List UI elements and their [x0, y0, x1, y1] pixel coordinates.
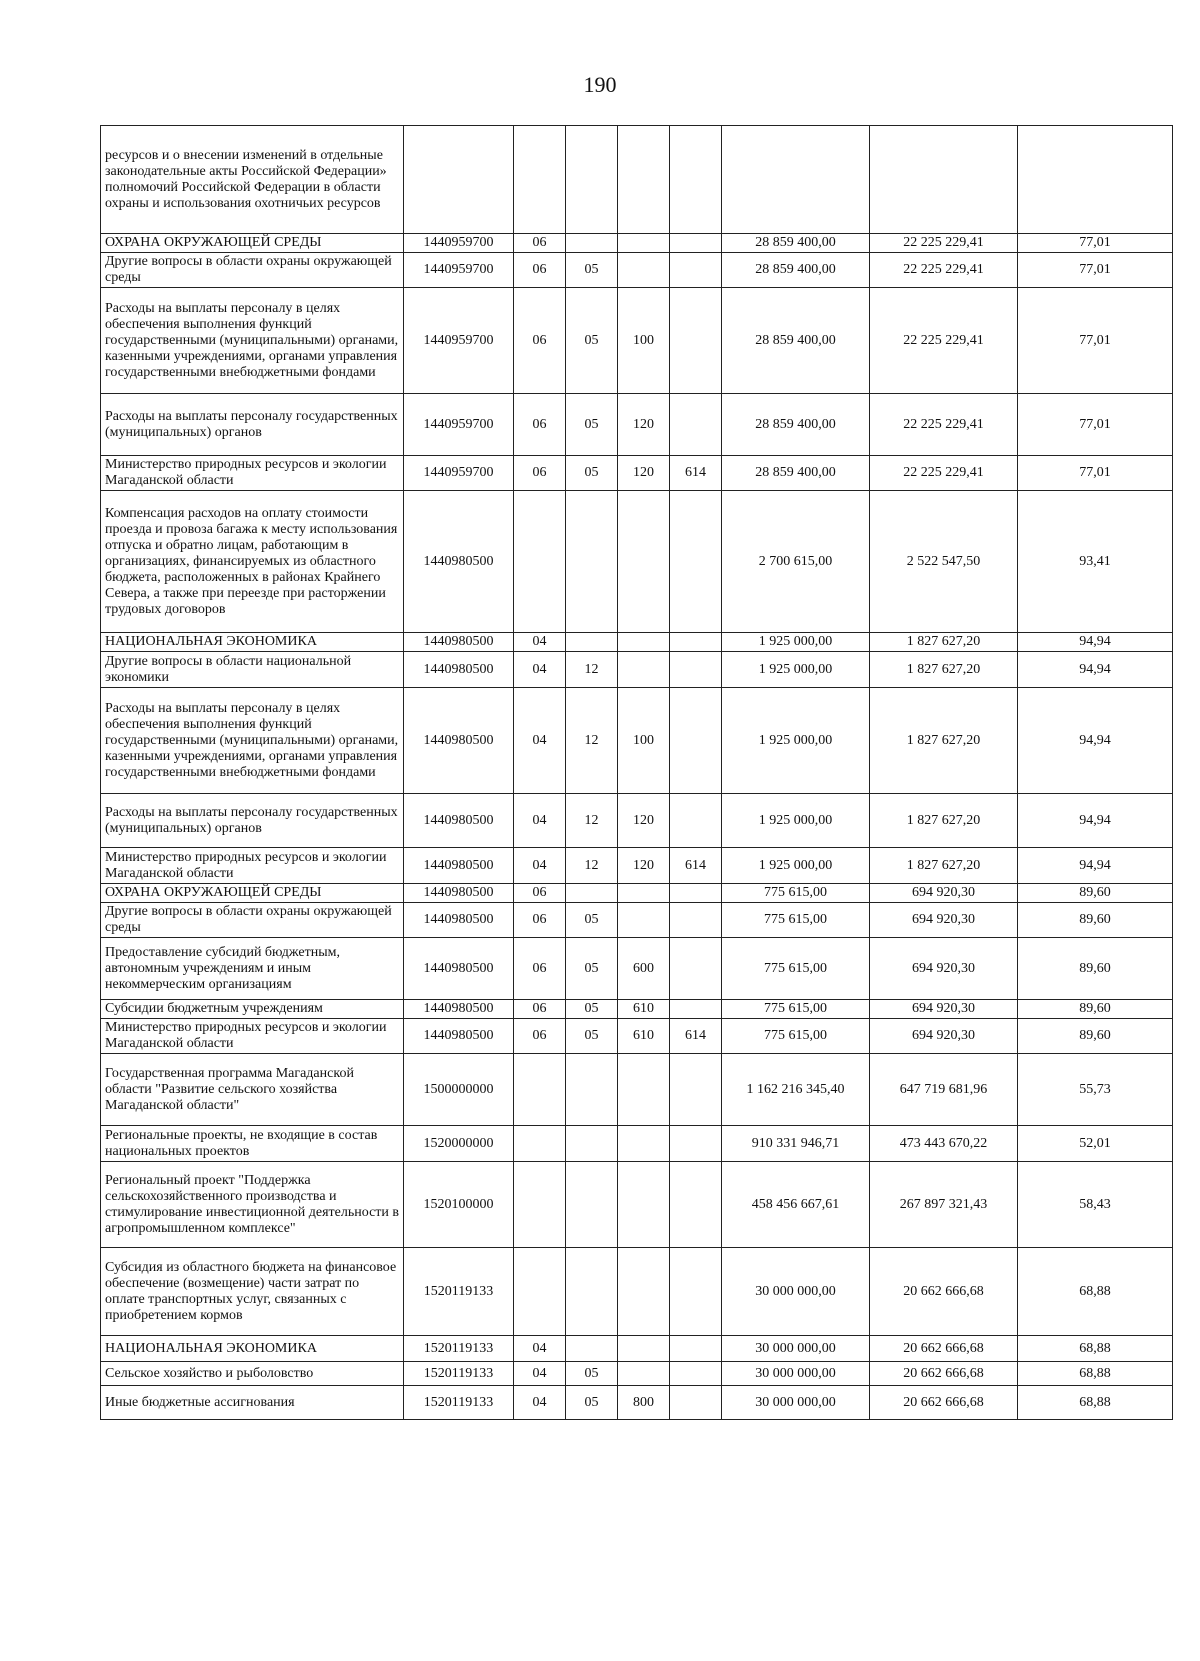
- planned-amount-cell: 28 859 400,00: [722, 394, 870, 456]
- expense-type-code-cell: 120: [618, 456, 670, 491]
- subsection-code-cell: [566, 1126, 618, 1162]
- execution-percent-cell: 68,88: [1018, 1248, 1173, 1336]
- row-name-cell: ресурсов и о внесении изменений в отдельные законодательные акты Российской Федерации» полномочий Российской Федерации в области охраны и использования охотничьих ресурсов: [101, 126, 404, 234]
- execution-percent-cell: 55,73: [1018, 1054, 1173, 1126]
- target-article-code-cell: 1520100000: [404, 1162, 514, 1248]
- executed-amount-cell: 1 827 627,20: [870, 633, 1018, 652]
- table-row: [101, 848, 1173, 884]
- subsection-code-cell: [566, 1248, 618, 1336]
- executed-amount-cell: 22 225 229,41: [870, 288, 1018, 394]
- planned-amount-cell: 910 331 946,71: [722, 1126, 870, 1162]
- subsection-code-cell: [566, 234, 618, 253]
- executed-amount-cell: 20 662 666,68: [870, 1386, 1018, 1420]
- section-code-cell: 06: [514, 1000, 566, 1019]
- table-row: [101, 1019, 1173, 1054]
- section-code-cell: 04: [514, 794, 566, 848]
- subsection-code-cell: [566, 1336, 618, 1362]
- administrator-code-cell: [670, 794, 722, 848]
- target-article-code-cell: 1440959700: [404, 394, 514, 456]
- subsection-code-cell: 05: [566, 288, 618, 394]
- subsection-code-cell: 05: [566, 1019, 618, 1054]
- expense-type-code-cell: 120: [618, 794, 670, 848]
- administrator-code-cell: [670, 688, 722, 794]
- execution-percent-cell: 93,41: [1018, 491, 1173, 633]
- row-name-cell: Региональные проекты, не входящие в состав национальных проектов: [101, 1126, 404, 1162]
- administrator-code-cell: [670, 1126, 722, 1162]
- row-name-cell: Расходы на выплаты персоналу в целях обеспечения выполнения функций государственными (муниципальными) органами, казенными учреждениями, органами управления государственными внебюджетными фондами: [101, 288, 404, 394]
- expense-type-code-cell: [618, 1126, 670, 1162]
- executed-amount-cell: 22 225 229,41: [870, 234, 1018, 253]
- execution-percent-cell: 94,94: [1018, 688, 1173, 794]
- section-code-cell: 04: [514, 633, 566, 652]
- row-name-cell: Другие вопросы в области охраны окружающей среды: [101, 253, 404, 288]
- table-row: [101, 1000, 1173, 1019]
- administrator-code-cell: [670, 1336, 722, 1362]
- section-code-cell: 06: [514, 253, 566, 288]
- administrator-code-cell: [670, 1362, 722, 1386]
- row-name-cell: Субсидия из областного бюджета на финансовое обеспечение (возмещение) части затрат по оплате транспортных услуг, связанных с приобретением кормов: [101, 1248, 404, 1336]
- section-code-cell: [514, 1054, 566, 1126]
- subsection-code-cell: 05: [566, 456, 618, 491]
- row-name-cell: Министерство природных ресурсов и экологии Магаданской области: [101, 848, 404, 884]
- executed-amount-cell: [870, 126, 1018, 234]
- table-row: [101, 1126, 1173, 1162]
- target-article-code-cell: 1440980500: [404, 688, 514, 794]
- table-row: [101, 253, 1173, 288]
- execution-percent-cell: 89,60: [1018, 1019, 1173, 1054]
- section-code-cell: 06: [514, 288, 566, 394]
- administrator-code-cell: [670, 491, 722, 633]
- expense-type-code-cell: [618, 1162, 670, 1248]
- administrator-code-cell: [670, 126, 722, 234]
- planned-amount-cell: 1 925 000,00: [722, 652, 870, 688]
- execution-percent-cell: [1018, 126, 1173, 234]
- section-code-cell: 06: [514, 884, 566, 903]
- administrator-code-cell: [670, 1000, 722, 1019]
- administrator-code-cell: [670, 1054, 722, 1126]
- execution-percent-cell: 89,60: [1018, 884, 1173, 903]
- page-number: 190: [583, 72, 617, 97]
- administrator-code-cell: [670, 288, 722, 394]
- subsection-code-cell: 05: [566, 1386, 618, 1420]
- execution-percent-cell: 94,94: [1018, 652, 1173, 688]
- executed-amount-cell: 20 662 666,68: [870, 1248, 1018, 1336]
- row-name-cell: Расходы на выплаты персоналу в целях обеспечения выполнения функций государственными (муниципальными) органами, казенными учреждениями, органами управления государственными внебюджетными фондами: [101, 688, 404, 794]
- target-article-code-cell: 1440959700: [404, 456, 514, 491]
- planned-amount-cell: 28 859 400,00: [722, 253, 870, 288]
- administrator-code-cell: 614: [670, 456, 722, 491]
- planned-amount-cell: 28 859 400,00: [722, 288, 870, 394]
- subsection-code-cell: 12: [566, 794, 618, 848]
- table-row: [101, 1336, 1173, 1362]
- subsection-code-cell: 12: [566, 688, 618, 794]
- table-row: [101, 938, 1173, 1000]
- expense-type-code-cell: 610: [618, 1019, 670, 1054]
- planned-amount-cell: [722, 126, 870, 234]
- expense-type-code-cell: 120: [618, 394, 670, 456]
- row-name-cell: ОХРАНА ОКРУЖАЮЩЕЙ СРЕДЫ: [101, 884, 404, 903]
- section-code-cell: [514, 1248, 566, 1336]
- planned-amount-cell: 30 000 000,00: [722, 1386, 870, 1420]
- subsection-code-cell: 12: [566, 848, 618, 884]
- planned-amount-cell: 30 000 000,00: [722, 1336, 870, 1362]
- administrator-code-cell: [670, 633, 722, 652]
- expense-type-code-cell: [618, 234, 670, 253]
- planned-amount-cell: 28 859 400,00: [722, 456, 870, 491]
- execution-percent-cell: 89,60: [1018, 903, 1173, 938]
- row-name-cell: Расходы на выплаты персоналу государственных (муниципальных) органов: [101, 394, 404, 456]
- expense-type-code-cell: 800: [618, 1386, 670, 1420]
- subsection-code-cell: 05: [566, 394, 618, 456]
- administrator-code-cell: 614: [670, 848, 722, 884]
- table-row: [101, 1054, 1173, 1126]
- section-code-cell: 04: [514, 1362, 566, 1386]
- target-article-code-cell: 1440959700: [404, 288, 514, 394]
- execution-percent-cell: 68,88: [1018, 1336, 1173, 1362]
- execution-percent-cell: 89,60: [1018, 938, 1173, 1000]
- table-row: [101, 1248, 1173, 1336]
- execution-percent-cell: 94,94: [1018, 633, 1173, 652]
- subsection-code-cell: [566, 126, 618, 234]
- execution-percent-cell: 77,01: [1018, 288, 1173, 394]
- target-article-code-cell: 1440980500: [404, 903, 514, 938]
- row-name-cell: Компенсация расходов на оплату стоимости проезда и провоза багажа к месту использования отпуска и обратно лицам, работающим в организациях, финансируемых из областного бюджета, расположенных в районах Крайнего Севера, а также при переезде при расторжении трудовых договоров: [101, 491, 404, 633]
- executed-amount-cell: 1 827 627,20: [870, 794, 1018, 848]
- table-row: [101, 491, 1173, 633]
- table-row: [101, 652, 1173, 688]
- section-code-cell: 06: [514, 394, 566, 456]
- executed-amount-cell: 647 719 681,96: [870, 1054, 1018, 1126]
- table-row: [101, 126, 1173, 234]
- section-code-cell: 06: [514, 938, 566, 1000]
- execution-percent-cell: 58,43: [1018, 1162, 1173, 1248]
- executed-amount-cell: 267 897 321,43: [870, 1162, 1018, 1248]
- administrator-code-cell: [670, 884, 722, 903]
- subsection-code-cell: [566, 884, 618, 903]
- execution-percent-cell: 77,01: [1018, 253, 1173, 288]
- expense-type-code-cell: [618, 1336, 670, 1362]
- administrator-code-cell: [670, 234, 722, 253]
- planned-amount-cell: 1 162 216 345,40: [722, 1054, 870, 1126]
- expense-type-code-cell: 600: [618, 938, 670, 1000]
- section-code-cell: 04: [514, 1386, 566, 1420]
- budget-execution-table: [100, 125, 1173, 1420]
- section-code-cell: 04: [514, 652, 566, 688]
- table-row: [101, 1362, 1173, 1386]
- executed-amount-cell: 694 920,30: [870, 1019, 1018, 1054]
- execution-percent-cell: 77,01: [1018, 456, 1173, 491]
- subsection-code-cell: 05: [566, 1362, 618, 1386]
- execution-percent-cell: 52,01: [1018, 1126, 1173, 1162]
- table-row: [101, 633, 1173, 652]
- target-article-code-cell: 1440980500: [404, 1019, 514, 1054]
- expense-type-code-cell: [618, 652, 670, 688]
- target-article-code-cell: 1520119133: [404, 1362, 514, 1386]
- planned-amount-cell: 1 925 000,00: [722, 848, 870, 884]
- target-article-code-cell: 1440980500: [404, 491, 514, 633]
- target-article-code-cell: 1440980500: [404, 633, 514, 652]
- row-name-cell: Министерство природных ресурсов и экологии Магаданской области: [101, 456, 404, 491]
- table-row: [101, 688, 1173, 794]
- execution-percent-cell: 77,01: [1018, 394, 1173, 456]
- row-name-cell: Сельское хозяйство и рыболовство: [101, 1362, 404, 1386]
- administrator-code-cell: [670, 903, 722, 938]
- executed-amount-cell: 22 225 229,41: [870, 456, 1018, 491]
- section-code-cell: [514, 126, 566, 234]
- section-code-cell: 04: [514, 688, 566, 794]
- expense-type-code-cell: [618, 491, 670, 633]
- execution-percent-cell: 94,94: [1018, 794, 1173, 848]
- row-name-cell: ОХРАНА ОКРУЖАЮЩЕЙ СРЕДЫ: [101, 234, 404, 253]
- row-name-cell: Другие вопросы в области национальной экономики: [101, 652, 404, 688]
- administrator-code-cell: [670, 1386, 722, 1420]
- expense-type-code-cell: [618, 884, 670, 903]
- target-article-code-cell: 1440980500: [404, 848, 514, 884]
- target-article-code-cell: 1440980500: [404, 884, 514, 903]
- table-row: [101, 794, 1173, 848]
- target-article-code-cell: 1520119133: [404, 1336, 514, 1362]
- execution-percent-cell: 89,60: [1018, 1000, 1173, 1019]
- planned-amount-cell: 775 615,00: [722, 1000, 870, 1019]
- execution-percent-cell: 68,88: [1018, 1362, 1173, 1386]
- row-name-cell: Министерство природных ресурсов и экологии Магаданской области: [101, 1019, 404, 1054]
- planned-amount-cell: 775 615,00: [722, 903, 870, 938]
- table-row: [101, 884, 1173, 903]
- executed-amount-cell: 1 827 627,20: [870, 652, 1018, 688]
- executed-amount-cell: 22 225 229,41: [870, 394, 1018, 456]
- planned-amount-cell: 775 615,00: [722, 884, 870, 903]
- row-name-cell: Расходы на выплаты персоналу государственных (муниципальных) органов: [101, 794, 404, 848]
- section-code-cell: 06: [514, 1019, 566, 1054]
- planned-amount-cell: 28 859 400,00: [722, 234, 870, 253]
- executed-amount-cell: 1 827 627,20: [870, 848, 1018, 884]
- planned-amount-cell: 1 925 000,00: [722, 633, 870, 652]
- section-code-cell: 06: [514, 234, 566, 253]
- expense-type-code-cell: 100: [618, 688, 670, 794]
- subsection-code-cell: [566, 1054, 618, 1126]
- target-article-code-cell: 1500000000: [404, 1054, 514, 1126]
- planned-amount-cell: 458 456 667,61: [722, 1162, 870, 1248]
- section-code-cell: [514, 1126, 566, 1162]
- subsection-code-cell: 05: [566, 253, 618, 288]
- table-row: [101, 288, 1173, 394]
- expense-type-code-cell: [618, 633, 670, 652]
- executed-amount-cell: 20 662 666,68: [870, 1362, 1018, 1386]
- target-article-code-cell: 1440959700: [404, 234, 514, 253]
- planned-amount-cell: 30 000 000,00: [722, 1248, 870, 1336]
- planned-amount-cell: 2 700 615,00: [722, 491, 870, 633]
- table-row: [101, 903, 1173, 938]
- planned-amount-cell: 775 615,00: [722, 938, 870, 1000]
- row-name-cell: Предоставление субсидий бюджетным, автономным учреждениям и иным некоммерческим организациям: [101, 938, 404, 1000]
- row-name-cell: Субсидии бюджетным учреждениям: [101, 1000, 404, 1019]
- expense-type-code-cell: [618, 126, 670, 234]
- subsection-code-cell: 05: [566, 903, 618, 938]
- administrator-code-cell: [670, 652, 722, 688]
- executed-amount-cell: 694 920,30: [870, 938, 1018, 1000]
- subsection-code-cell: 05: [566, 1000, 618, 1019]
- executed-amount-cell: 473 443 670,22: [870, 1126, 1018, 1162]
- administrator-code-cell: [670, 1248, 722, 1336]
- expense-type-code-cell: [618, 1362, 670, 1386]
- planned-amount-cell: 30 000 000,00: [722, 1362, 870, 1386]
- subsection-code-cell: [566, 633, 618, 652]
- planned-amount-cell: 1 925 000,00: [722, 794, 870, 848]
- expense-type-code-cell: [618, 903, 670, 938]
- table-row: [101, 234, 1173, 253]
- table-row: [101, 456, 1173, 491]
- planned-amount-cell: 775 615,00: [722, 1019, 870, 1054]
- execution-percent-cell: 94,94: [1018, 848, 1173, 884]
- section-code-cell: [514, 491, 566, 633]
- expense-type-code-cell: 100: [618, 288, 670, 394]
- row-name-cell: Региональный проект "Поддержка сельскохозяйственного производства и стимулирование инвестиционной деятельности в агропромышленном комплексе": [101, 1162, 404, 1248]
- executed-amount-cell: 20 662 666,68: [870, 1336, 1018, 1362]
- section-code-cell: 04: [514, 848, 566, 884]
- section-code-cell: 06: [514, 903, 566, 938]
- row-name-cell: НАЦИОНАЛЬНАЯ ЭКОНОМИКА: [101, 633, 404, 652]
- administrator-code-cell: [670, 1162, 722, 1248]
- target-article-code-cell: 1520119133: [404, 1386, 514, 1420]
- expense-type-code-cell: 610: [618, 1000, 670, 1019]
- subsection-code-cell: 12: [566, 652, 618, 688]
- table-row: [101, 1162, 1173, 1248]
- execution-percent-cell: 77,01: [1018, 234, 1173, 253]
- subsection-code-cell: 05: [566, 938, 618, 1000]
- target-article-code-cell: 1440980500: [404, 1000, 514, 1019]
- expense-type-code-cell: [618, 253, 670, 288]
- subsection-code-cell: [566, 1162, 618, 1248]
- executed-amount-cell: 694 920,30: [870, 903, 1018, 938]
- target-article-code-cell: 1440959700: [404, 253, 514, 288]
- target-article-code-cell: 1520119133: [404, 1248, 514, 1336]
- executed-amount-cell: 1 827 627,20: [870, 688, 1018, 794]
- administrator-code-cell: [670, 253, 722, 288]
- row-name-cell: НАЦИОНАЛЬНАЯ ЭКОНОМИКА: [101, 1336, 404, 1362]
- expense-type-code-cell: [618, 1054, 670, 1126]
- row-name-cell: Государственная программа Магаданской области "Развитие сельского хозяйства Магаданской области": [101, 1054, 404, 1126]
- section-code-cell: 04: [514, 1336, 566, 1362]
- target-article-code-cell: [404, 126, 514, 234]
- row-name-cell: Другие вопросы в области охраны окружающей среды: [101, 903, 404, 938]
- expense-type-code-cell: 120: [618, 848, 670, 884]
- row-name-cell: Иные бюджетные ассигнования: [101, 1386, 404, 1420]
- target-article-code-cell: 1440980500: [404, 938, 514, 1000]
- table-body: [101, 126, 1173, 1420]
- execution-percent-cell: 68,88: [1018, 1386, 1173, 1420]
- table-row: [101, 394, 1173, 456]
- executed-amount-cell: 2 522 547,50: [870, 491, 1018, 633]
- executed-amount-cell: 694 920,30: [870, 1000, 1018, 1019]
- administrator-code-cell: 614: [670, 1019, 722, 1054]
- target-article-code-cell: 1440980500: [404, 794, 514, 848]
- executed-amount-cell: 694 920,30: [870, 884, 1018, 903]
- subsection-code-cell: [566, 491, 618, 633]
- target-article-code-cell: 1520000000: [404, 1126, 514, 1162]
- administrator-code-cell: [670, 394, 722, 456]
- table-row: [101, 1386, 1173, 1420]
- expense-type-code-cell: [618, 1248, 670, 1336]
- administrator-code-cell: [670, 938, 722, 1000]
- executed-amount-cell: 22 225 229,41: [870, 253, 1018, 288]
- section-code-cell: [514, 1162, 566, 1248]
- section-code-cell: 06: [514, 456, 566, 491]
- target-article-code-cell: 1440980500: [404, 652, 514, 688]
- planned-amount-cell: 1 925 000,00: [722, 688, 870, 794]
